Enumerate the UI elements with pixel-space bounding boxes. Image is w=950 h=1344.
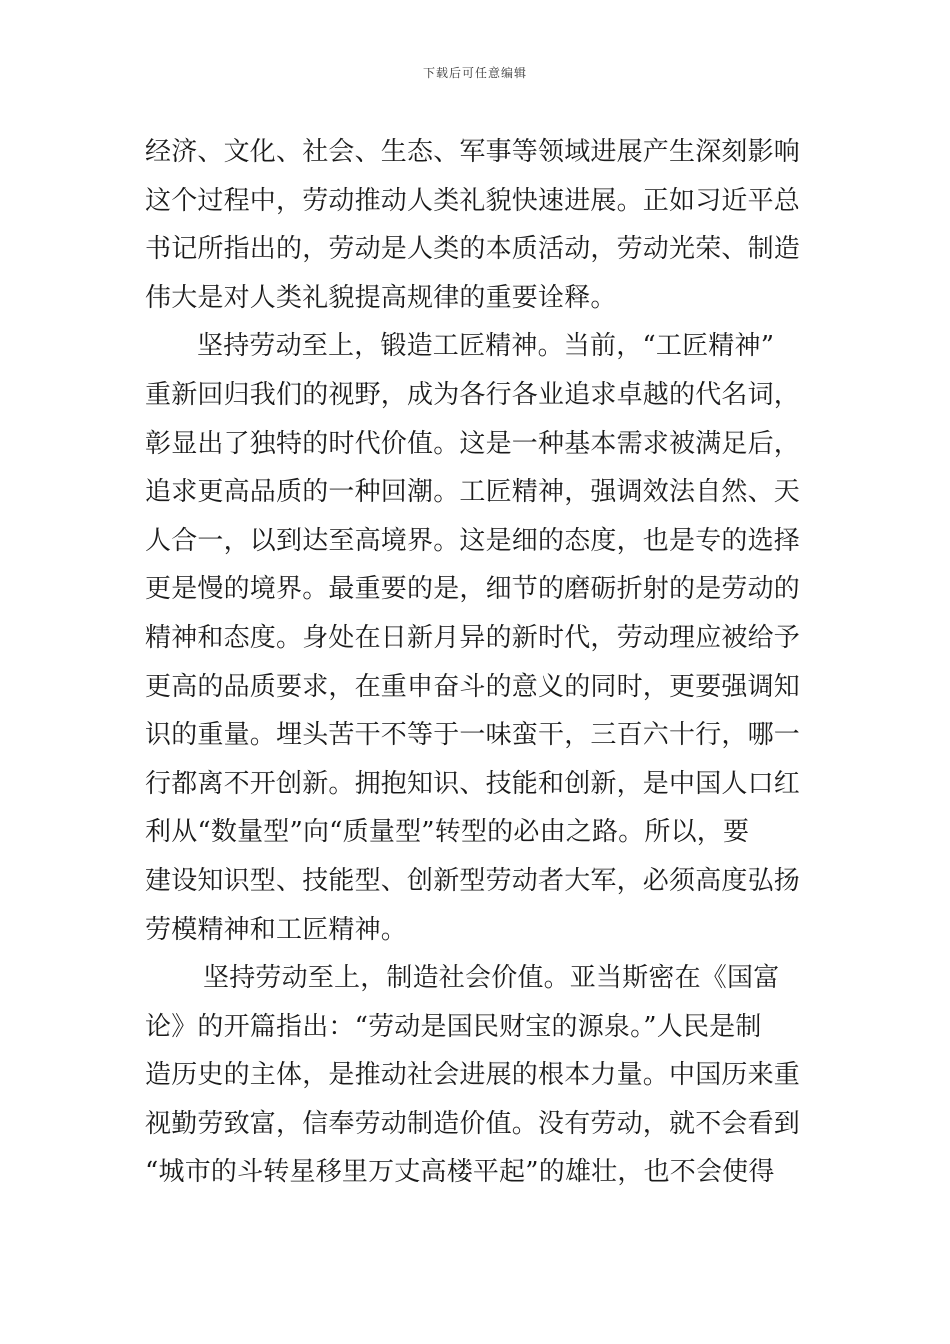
page-header: 下载后可任意编辑 [422,66,527,80]
text-line: 识的重量。埋头苦干不等于一味蛮干，三百六十行，哪一 [145,720,801,751]
text-line: “城市的斗转星移里万丈高楼平起”的雄壮，也不会使得 [145,1157,775,1188]
text-line: 精神和态度。身处在日新月异的新时代，劳动理应被给予 [145,622,801,653]
text-line: 行都离不开创新。拥抱知识、技能和创新，是中国人口红 [145,768,801,799]
text-line: 建设知识型、技能型、创新型劳动者大军，必须高度弘扬 [145,865,801,896]
text-line: 视勤劳致富，信奉劳动制造价值。没有劳动，就不会看到 [145,1108,801,1139]
text-line: 更是慢的境界。最重要的是，细节的磨砺折射的是劳动的 [145,574,801,605]
paragraph-start: 坚持劳动至上，制造社会价值。亚当斯密在《国富 [203,963,780,994]
text-line: 利从“数量型”向“质量型”转型的必由之路。所以，要 [145,817,750,848]
text-line: 书记所指出的，劳动是人类的本质活动，劳动光荣、制造 [145,234,801,265]
text-line: 这个过程中，劳动推动人类礼貌快速进展。正如习近平总 [145,185,801,216]
text-line: 重新回归我们的视野，成为各行各业追求卓越的代名词， [145,379,801,410]
text-line: 人合一，以到达至高境界。这是细的态度，也是专的选择 [145,525,801,556]
text-line: 彰显出了独特的时代价值。这是一种基本需求被满足后， [145,428,801,459]
text-line: 伟大是对人类礼貌提高规律的重要诠释。 [145,282,617,313]
text-line: 造历史的主体，是推动社会进展的根本力量。中国历来重 [145,1060,801,1091]
paragraph-start: 坚持劳动至上，锻造工匠精神。当前，“工匠精神” [197,331,775,362]
text-line: 经济、文化、社会、生态、军事等领域进展产生深刻影响 [145,137,801,167]
text-line: 追求更高品质的一种回潮。工匠精神，强调效法自然、天 [145,477,801,508]
text-line: 更高的品质要求，在重申奋斗的意义的同时，更要强调知 [145,671,801,702]
text-line: 劳模精神和工匠精神。 [145,914,408,945]
document-body [145,128,810,1197]
text-line: 论》的开篇指出：“劳动是国民财宝的源泉。”人民是制 [145,1011,762,1042]
